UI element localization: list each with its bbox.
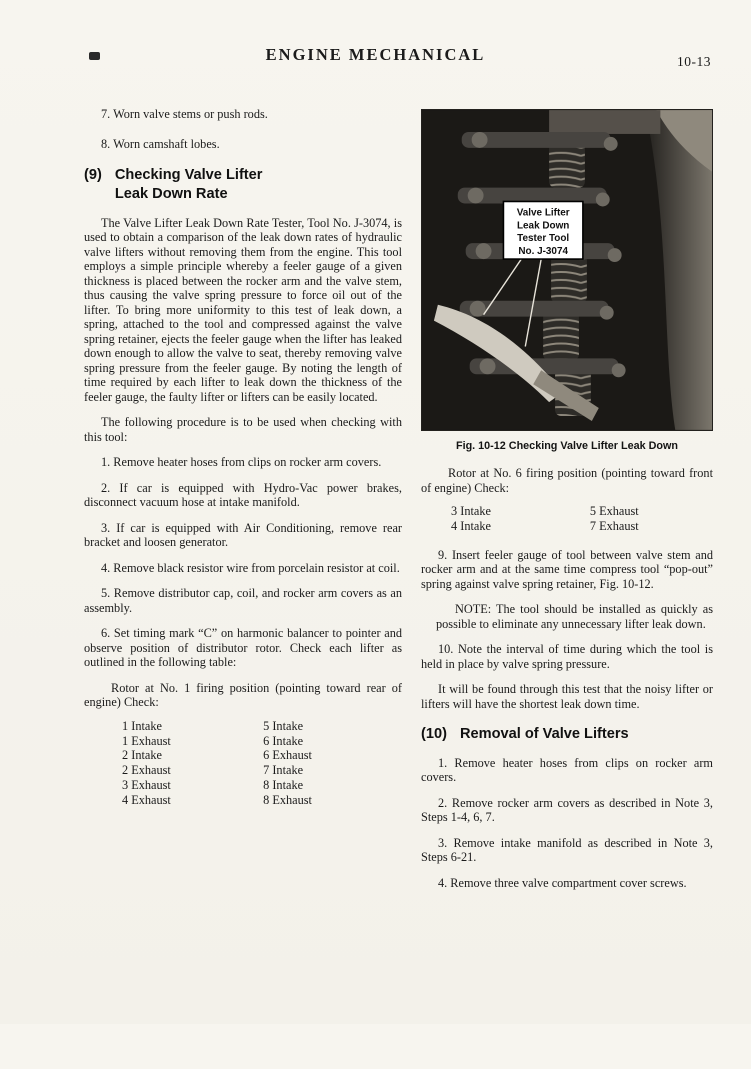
figure-caption: Fig. 10-12 Checking Valve Lifter Leak Down — [455, 440, 678, 452]
removal-step-1: 1. Remove heater hoses from clips on rocker arm covers. — [421, 755, 713, 785]
step-2: 2. If car is equipped with Hydro-Vac power brakes, disconnect vacuum hose at intake manifold. — [84, 480, 402, 510]
worn-item-8: 8. Worn camshaft lobes. — [101, 136, 220, 151]
scan-artifact — [89, 52, 100, 60]
table-cell: 6 Exhaust — [263, 748, 312, 763]
table-cell: 8 Exhaust — [263, 792, 312, 807]
table-row — [122, 763, 374, 778]
procedure-paragraph: The following procedure is to be used when checking with this tool: — [84, 415, 402, 444]
table-row — [122, 719, 374, 734]
figure-10-12 — [421, 109, 713, 452]
table-cell: 7 Exhaust — [589, 518, 639, 533]
section-9-title — [115, 166, 263, 204]
section-10-title: Removal of Valve Lifters — [459, 726, 629, 742]
worn-item-7: 7. Worn valve stems or push rods. — [101, 107, 268, 121]
table-row — [122, 748, 374, 763]
section-10-heading — [421, 725, 713, 744]
left-column — [84, 107, 402, 901]
page-columns — [0, 107, 751, 901]
step-5: 5. Remove distributor cap, coil, and rocker arm covers as an assembly. — [84, 586, 402, 615]
callout-text-line: Tester Tool — [517, 233, 570, 245]
table-cell: 4 Exhaust — [122, 792, 171, 807]
table-row — [451, 504, 699, 519]
note-paragraph: NOTE: The tool should be installed as quickly as possible to eliminate any unnecessary lifter leak down. — [436, 602, 713, 631]
rotor-6-heading: Rotor at No. 6 firing position (pointing toward front of engine) Check: — [421, 466, 713, 495]
section-9-number: (9) — [84, 167, 102, 183]
conclusion-paragraph: It will be found through this test that the noisy lifter or lifters will have the shortest leak down time. — [421, 682, 713, 711]
right-column — [421, 107, 713, 901]
section-10-number: (10) — [421, 726, 447, 742]
engine-photo — [421, 109, 713, 431]
table-cell: 8 Intake — [263, 777, 304, 792]
step-3: 3. If car is equipped with Air Conditioning, remove rear bracket and loosen generator. — [84, 520, 402, 550]
page-number: 10-13 — [677, 54, 711, 69]
table-cell: 1 Intake — [122, 718, 162, 733]
page-title: ENGINE MECHANICAL — [265, 45, 486, 64]
removal-step-2: 2. Remove rocker arm covers as described in Note 3, Steps 1-4, 6, 7. — [421, 795, 713, 825]
section-9-title-line1: Checking Valve Lifter — [114, 167, 263, 183]
table-row — [122, 793, 374, 808]
table-cell: 5 Intake — [263, 718, 304, 733]
table-row — [122, 778, 374, 793]
table-cell: 1 Exhaust — [122, 733, 171, 748]
step-1: 1. Remove heater hoses from clips on rocker arm covers. — [101, 455, 382, 470]
callout-text-line: Leak Down — [516, 220, 570, 232]
lifter-check-table-rotor-1 — [122, 719, 374, 808]
callout-text-line: No. J-3074 — [518, 246, 568, 258]
removal-step-3: 3. Remove intake manifold as described in Note 3, Steps 6-21. — [421, 835, 713, 865]
table-cell: 2 Exhaust — [122, 763, 171, 778]
callout-text-line: Valve Lifter — [516, 207, 570, 219]
table-cell: 2 Intake — [122, 748, 162, 763]
table-cell: 7 Intake — [263, 763, 304, 778]
table-cell: 6 Intake — [263, 733, 304, 748]
step-6: 6. Set timing mark “C” on harmonic balancer to pointer and observe position of distributor rotor. Check each lifter as outlined in the following table: — [84, 626, 402, 670]
table-row — [451, 519, 699, 534]
lifter-check-table-rotor-6 — [451, 504, 699, 534]
section-9-title-line2: Leak Down Rate — [114, 185, 228, 202]
rotor-1-heading: Rotor at No. 1 firing position (pointing toward rear of engine) Check: — [84, 680, 402, 710]
step-9: 9. Insert feeler gauge of tool between valve stem and rocker arm and at the same time compress tool “pop-out” spring against valve spring retainer, Fig. 10-12. — [421, 547, 713, 591]
figure-callout — [503, 201, 582, 259]
table-cell: 3 Intake — [451, 504, 491, 518]
section-9-heading — [84, 166, 402, 204]
step-10: 10. Note the interval of time during which the tool is held in place by valve spring pressure. — [421, 642, 713, 671]
table-cell: 4 Intake — [451, 518, 491, 533]
table-row — [122, 734, 374, 749]
intro-paragraph: The Valve Lifter Leak Down Rate Tester, Tool No. J-3074, is used to obtain a comparison of the leak down rates of hydraulic valve lifters without removing them from the engine. This tool employs a simple principle whereby a feeler gauge of a given thickness is placed between the rocker arm and the valve stem, thus causing the valve spring pressure to force oil out of the lifter. To bring more uniformity to this test of leak down, a spring, attached to the tool and compressed against the valve spring retainer, ejects the feeler gauge when the lifter has leaked down enough to allow the valve to seat, thereby removing valve spring pressure from the feeler gauge. By noting the length of time required by each lifter to leak down the thickness of the feeler gauge, the faulty lifter or lifters can be easily located. — [84, 215, 402, 404]
removal-step-4: 4. Remove three valve compartment cover screws. — [438, 875, 687, 890]
step-4: 4. Remove black resistor wire from porcelain resistor at coil. — [101, 560, 400, 575]
table-cell: 3 Exhaust — [122, 777, 171, 792]
table-cell: 5 Exhaust — [589, 504, 639, 518]
